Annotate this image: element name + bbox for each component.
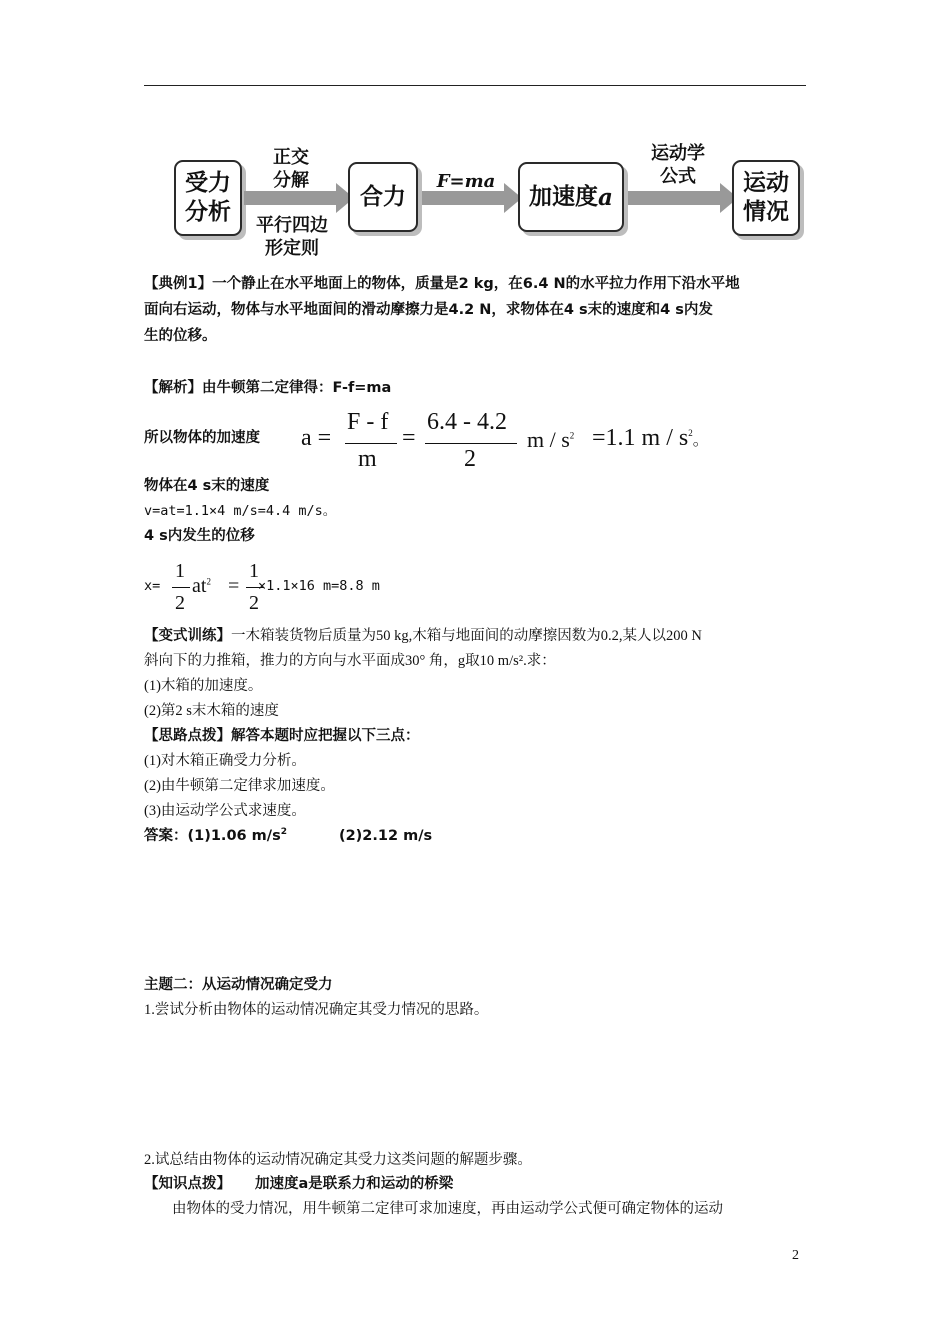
knowledge-tip xyxy=(144,1174,453,1194)
disp-rest: ×1.1×16 m=8.8 m xyxy=(258,578,380,594)
arrow-label-line: 运动学 xyxy=(651,143,705,164)
formula-period: 。 xyxy=(692,430,709,449)
formula-unit xyxy=(527,427,574,453)
variant-line2: 斜向下的力推箱，推力的方向与水平面成30° 角，g取10 m/s².求： xyxy=(144,653,556,669)
page-number: 2 xyxy=(792,1248,799,1263)
speed-equation: v=at=1.1×4 m/s=4.4 m/s。 xyxy=(144,503,337,519)
force-motion-flow-diagram xyxy=(160,140,810,262)
hint-title: 【思路点拨】解答本题时应把握以下三点： xyxy=(144,728,420,744)
unit-text: m / s xyxy=(527,427,570,452)
acceleration-label: 所以物体的加速度 xyxy=(144,430,260,446)
arrow-right-icon xyxy=(628,191,722,205)
box-label-line: 加速度 xyxy=(529,183,599,210)
formula-equals: = xyxy=(228,575,240,597)
box-label-line: 受力 xyxy=(185,170,231,196)
answer-2: (2)2.12 m/s xyxy=(338,828,433,844)
topic2-question1: 1.尝试分析由物体的运动情况确定其受力情况的思路。 xyxy=(144,1002,489,1018)
example1-line3: 生的位移。 xyxy=(144,328,217,344)
motion-state-box xyxy=(732,160,800,236)
tip-tag: 【知识点拨】 xyxy=(144,1176,231,1192)
formula-equals: = xyxy=(402,425,416,451)
answer-1-exponent: 2 xyxy=(280,827,287,838)
box-label-line: 分析 xyxy=(185,199,231,225)
arrow-label-line: 平行四边 xyxy=(256,215,328,236)
fraction-numerator: F - f xyxy=(347,409,389,435)
variant-question2: (2)第2 s末木箱的速度 xyxy=(144,703,279,719)
formula-a-eq: a = xyxy=(301,425,332,451)
header-rule xyxy=(144,85,806,86)
fraction-bar xyxy=(345,443,397,444)
arrow-right-icon xyxy=(422,191,506,205)
box-label-line: 合力 xyxy=(360,183,406,210)
result-exponent: 2 xyxy=(688,428,693,438)
box-label-var: a xyxy=(598,183,613,211)
acceleration-box xyxy=(518,162,624,232)
disp-at xyxy=(192,575,211,598)
arrow-label-top xyxy=(252,146,330,192)
fraction-denominator: 2 xyxy=(464,446,476,472)
fraction-denominator: 2 xyxy=(175,592,185,614)
example1-line2: 面向右运动，物体与水平地面间的滑动摩擦力是4.2 N，求物体在4 s末的速度和4 s内发 xyxy=(144,302,713,318)
topic2-title: 主题二：从运动情况确定受力 xyxy=(144,977,333,993)
variant-line1 xyxy=(144,626,702,646)
result-text: =1.1 m / s xyxy=(592,425,689,451)
hint-point1: (1)对木箱正确受力分析。 xyxy=(144,753,306,769)
unit-exponent: 2 xyxy=(569,430,575,441)
example1-line1: 【典例1】一个静止在水平地面上的物体，质量是2 kg，在6.4 N的水平拉力作用下沿水平地 xyxy=(144,276,740,292)
fraction-numerator: 6.4 - 4.2 xyxy=(427,409,507,435)
arrow-label-line: 正交 xyxy=(273,147,309,168)
arrow-right-icon xyxy=(244,191,338,205)
analysis-line1: 【解析】由牛顿第二定律得：F-f=ma xyxy=(144,380,392,396)
fraction-denominator: 2 xyxy=(249,592,259,614)
arrow-label-line: 分解 xyxy=(273,170,309,191)
disp-prefix: x= xyxy=(144,578,161,594)
formula-result xyxy=(592,425,709,452)
net-force-box xyxy=(348,162,418,232)
tip-title: 加速度a是联系力和运动的桥梁 xyxy=(255,1176,454,1192)
fraction-bar xyxy=(425,443,517,444)
fraction-denominator: m xyxy=(358,446,377,472)
arrow-label-line: 形定则 xyxy=(265,238,319,259)
arrow-label-fma: F=ma xyxy=(436,171,496,192)
answer-1: (1)1.06 m/s xyxy=(187,828,281,844)
box-label-line: 运动 xyxy=(743,170,789,196)
variant-question1: (1)木箱的加速度。 xyxy=(144,678,263,694)
hint-point3: (3)由运动学公式求速度。 xyxy=(144,803,306,819)
box-label-line: 情况 xyxy=(743,199,789,225)
answer-label: 答案： xyxy=(144,828,188,844)
fraction-numerator: 1 xyxy=(249,560,259,582)
arrow-label-bottom xyxy=(242,214,342,260)
force-analysis-box xyxy=(174,160,242,236)
answer-line xyxy=(144,826,432,846)
variant-text: 一木箱装货物后质量为50 kg,木箱与地面间的动摩擦因数为0.2,某人以200 N xyxy=(231,628,702,644)
displacement-label: 4 s内发生的位移 xyxy=(144,528,255,544)
arrow-label-line: 公式 xyxy=(660,166,696,187)
speed-label: 物体在4 s末的速度 xyxy=(144,478,270,494)
fraction-numerator: 1 xyxy=(175,560,185,582)
disp-exponent: 2 xyxy=(206,576,211,587)
tip-text: 由物体的受力情况，用牛顿第二定律可求加速度，再由运动学公式便可确定物体的运动 xyxy=(172,1201,723,1217)
hint-point2: (2)由牛顿第二定律求加速度。 xyxy=(144,778,335,794)
arrow-label-top xyxy=(638,142,718,188)
topic2-question2: 2.试总结由物体的运动情况确定其受力这类问题的解题步骤。 xyxy=(144,1152,532,1168)
disp-at-text: at xyxy=(192,575,207,597)
fraction-bar xyxy=(172,587,190,588)
variant-tag: 【变式训练】 xyxy=(144,628,231,644)
